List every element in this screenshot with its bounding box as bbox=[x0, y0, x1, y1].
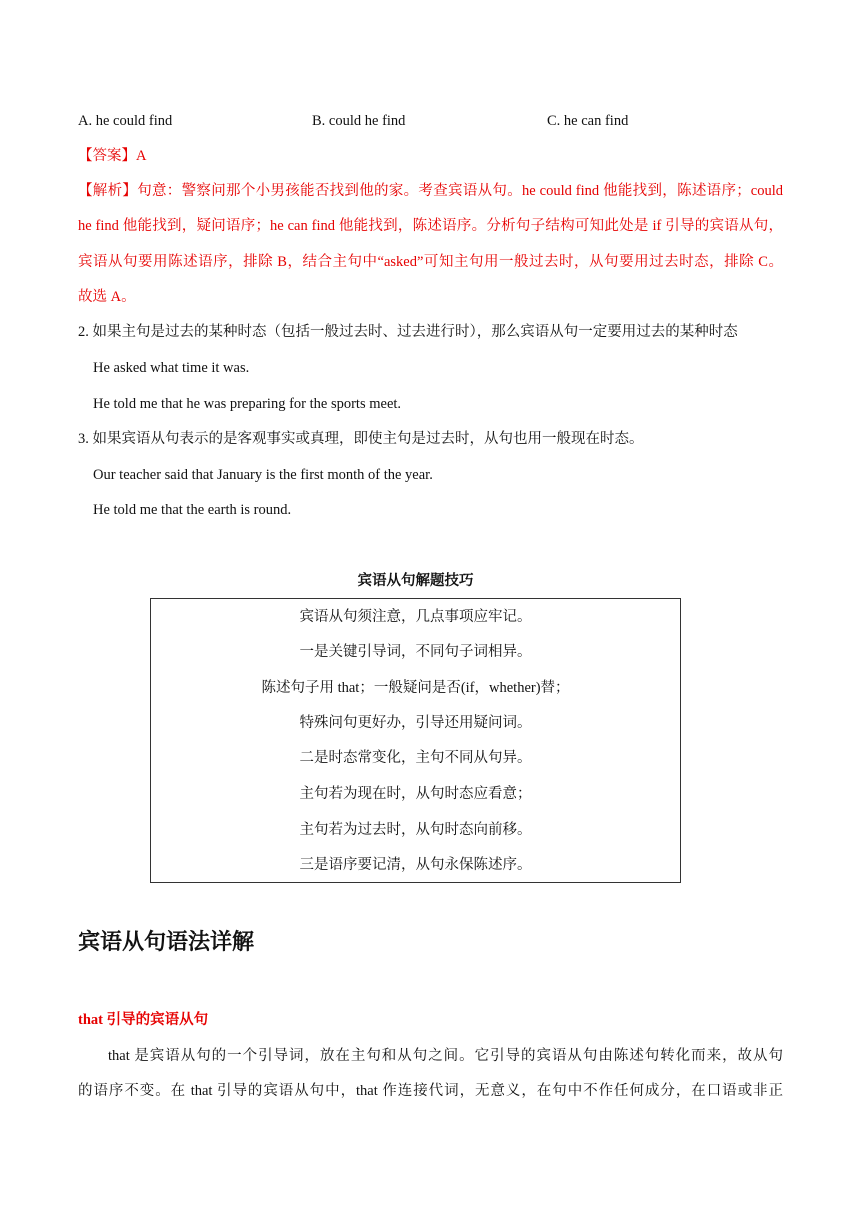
section-title: 宾语从句语法详解 bbox=[78, 930, 255, 955]
option-c: C. he can find bbox=[547, 113, 629, 129]
option-a: A. he could find bbox=[78, 113, 173, 129]
tips-line: 特殊问句更好办，引导还用疑问词。 bbox=[299, 715, 532, 731]
option-b: B. could he find bbox=[312, 113, 406, 129]
analysis-line-1: 【解析】句意：警察问那个小男孩能否找到他的家。考查宾语从句。he could find 他能找到，陈述语序；could bbox=[78, 183, 783, 199]
tips-line: 主句若为过去时，从句时态向前移。 bbox=[299, 822, 532, 838]
tips-line: 主句若为现在时，从句时态应看意； bbox=[299, 786, 532, 802]
analysis-line-3: 宾语从句要用陈述语序，排除 B，结合主句中“asked”可知主句用一般过去时，从句要用过去时态，排除 C。 bbox=[78, 254, 783, 270]
tips-line: 陈述句子用 that；一般疑问是否(if，whether)替； bbox=[261, 680, 570, 696]
rule-3-heading: 3. 如果宾语从句表示的是客观事实或真理，即使主句是过去时，从句也用一般现在时态。 bbox=[78, 431, 644, 447]
tips-line: 一是关键引导词，不同句子词相异。 bbox=[299, 644, 532, 660]
rule-3-example-1: Our teacher said that January is the first month of the year. bbox=[93, 467, 433, 483]
tips-line: 二是时态常变化，主句不同从句异。 bbox=[299, 750, 532, 766]
tips-line: 宾语从句须注意，几点事项应牢记。 bbox=[299, 609, 532, 625]
section-subtitle: that 引导的宾语从句 bbox=[78, 1012, 209, 1028]
answer-line: 【答案】A bbox=[78, 148, 147, 164]
section-paragraph-line-1: that 是宾语从句的一个引导词，放在主句和从句之间。它引导的宾语从句由陈述句转化而来，故从句 bbox=[108, 1048, 783, 1064]
analysis-line-4: 故选 A。 bbox=[78, 289, 136, 305]
tips-line: 三是语序要记清，从句永保陈述序。 bbox=[299, 857, 532, 873]
tips-box-title: 宾语从句解题技巧 bbox=[357, 573, 474, 589]
analysis-line-2: he find 他能找到，疑问语序；he can find 他能找到，陈述语序。分析句子结构可知此处是 if 引导的宾语从句， bbox=[78, 218, 783, 234]
rule-2-heading: 2. 如果主句是过去的某种时态（包括一般过去时、过去进行时），那么宾语从句一定要用过去的某种时态 bbox=[78, 324, 738, 340]
rule-3-example-2: He told me that the earth is round. bbox=[93, 502, 292, 518]
section-paragraph-line-2: 的语序不变。在 that 引导的宾语从句中，that 作连接代词，无意义，在句中不作任何成分，在口语或非正 bbox=[78, 1083, 783, 1099]
rule-2-example-1: He asked what time it was. bbox=[93, 360, 250, 376]
tips-box bbox=[150, 598, 681, 883]
rule-2-example-2: He told me that he was preparing for the sports meet. bbox=[93, 396, 402, 412]
